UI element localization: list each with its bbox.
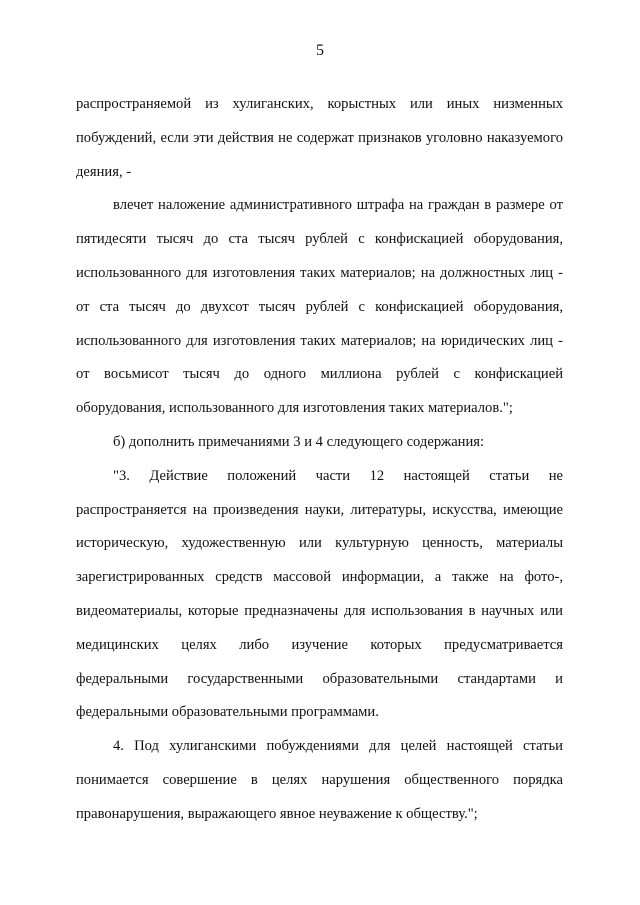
page-number: 5 bbox=[316, 42, 324, 59]
paragraph-note-3: "3. Действие положений части 12 настоящей статьи не распространяется на произведения науки, литературы, искусства, имеющие историческую, художественную или культурную ценность, материалы зарегистрированных средств массовой информации, а также на фото-, видеоматериалы, которые предназначены для использования в научных или медицинских целях либо изучение которых предусматривается федеральными государственными образовательными стандартами и федеральными образовательными программами. bbox=[76, 467, 563, 721]
paragraph-amendment-b: б) дополнить примечаниями 3 и 4 следующего содержания: bbox=[113, 433, 485, 450]
paragraph-intro: распространяемой из хулиганских, корыстных или иных низменных побуждений, если эти действия не содержат признаков уголовно наказуемого деяния, - bbox=[76, 96, 563, 180]
document-body bbox=[76, 88, 563, 832]
paragraph-note-4: 4. Под хулиганскими побуждениями для целей настоящей статьи понимается совершение в целях нарушения общественного порядка правонарушения, выражающего явное неуважение к обществу."; bbox=[76, 738, 563, 822]
paragraph-penalty: влечет наложение административного штрафа на граждан в размере от пятидесяти тысяч до ста тысяч рублей с конфискацией оборудования, использованного для изготовления таких материалов; на должностных лиц - от ста тысяч до двухсот тысяч рублей с конфискацией оборудования, использованного для изготовления таких материалов; на юридических лиц - от восьмисот тысяч до одного миллиона рублей с конфискацией оборудования, использованного для изготовления таких материалов."; bbox=[76, 197, 563, 417]
